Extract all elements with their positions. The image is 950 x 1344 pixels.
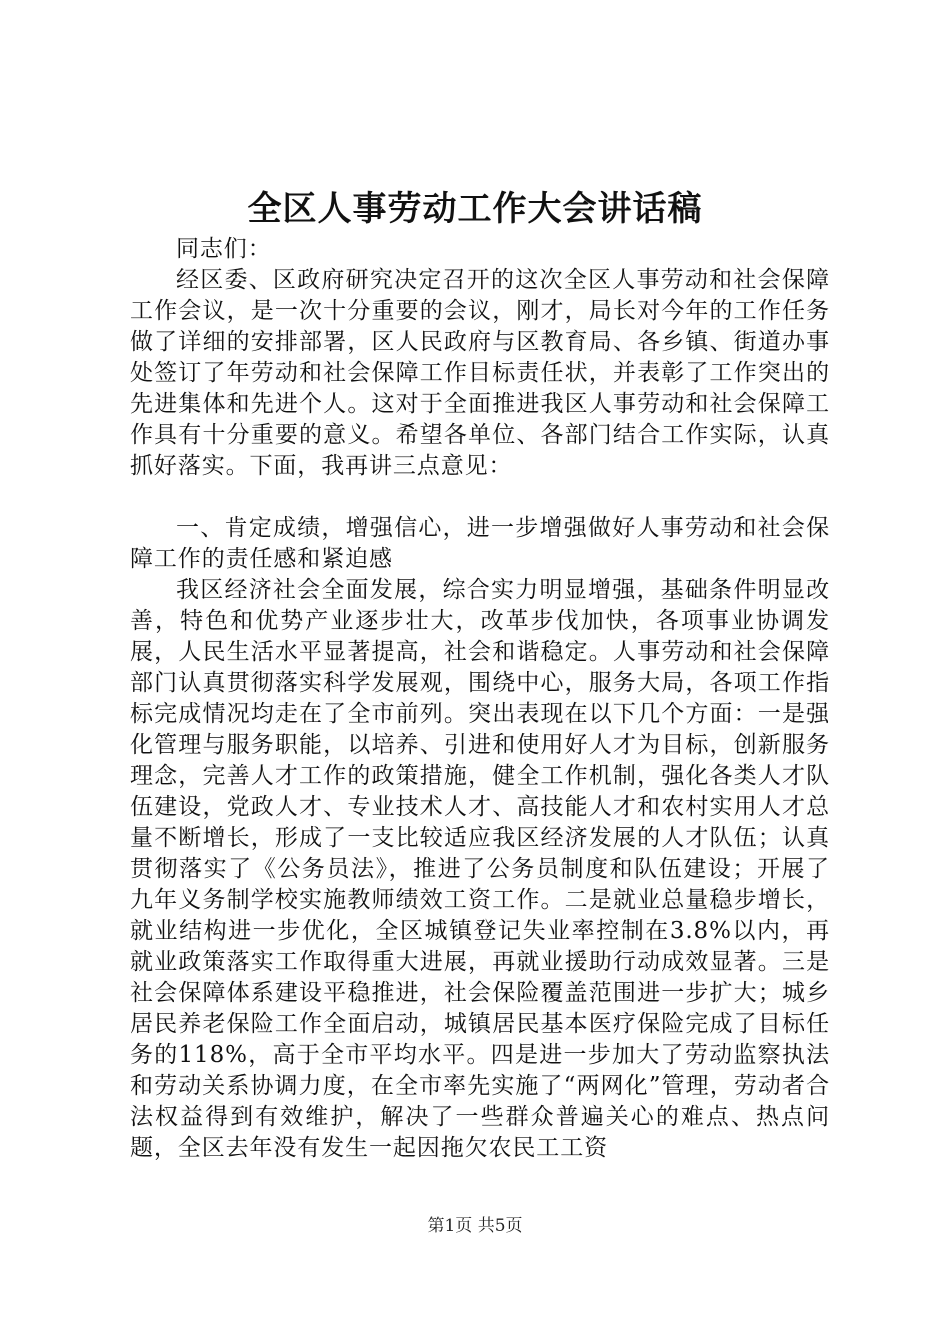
section-heading-1: 一、肯定成绩，增强信心，进一步增强做好人事劳动和社会保障工作的责任感和紧迫感 (130, 515, 830, 572)
salutation: 同志们： (176, 236, 272, 262)
page-title: 全区人事劳动工作大会讲话稿 (247, 189, 703, 229)
paragraph-intro: 经区委、区政府研究决定召开的这次全区人事劳动和社会保障工作会议，是一次十分重要的会议，刚才，局长对今年的工作任务做了详细的安排部署，区人民政府与区教育局、各乡镇、街道办事处签订了年劳动和社会保障工作目标责任状，并表彰了工作突出的先进集体和先进个人。这对于全面推进我区人事劳动和社会保障工作具有十分重要的意义。希望各单位、各部门结合工作实际，认真抓好落实。下面，我再讲三点意见： (130, 267, 830, 479)
document-body (130, 234, 830, 1164)
paragraph-achievements: 我区经济社会全面发展，综合实力明显增强，基础条件明显改善，特色和优势产业逐步壮大，改革步伐加快，各项事业协调发展，人民生活水平显著提高，社会和谐稳定。人事劳动和社会保障部门认真贯彻落实科学发展观，围绕中心，服务大局，各项工作指标完成情况均走在了全市前列。突出表现在以下几个方面：一是强化管理与服务职能，以培养、引进和使用好人才为目标，创新服务理念，完善人才工作的政策措施，健全工作机制，强化各类人才队伍建设，党政人才、专业技术人才、高技能人才和农村实用人才总量不断增长，形成了一支比较适应我区经济发展的人才队伍；认真贯彻落实了《公务员法》，推进了公务员制度和队伍建设；开展了九年义务制学校实施教师绩效工资工作。二是就业总量稳步增长，就业结构进一步优化，全区城镇登记失业率控制在3.8%以内，再就业政策落实工作取得重大进展，再就业援助行动成效显著。三是社会保障体系建设平稳推进，社会保险覆盖范围进一步扩大；城乡居民养老保险工作全面启动，城镇居民基本医疗保险完成了目标任务的118%，高于全市平均水平。四是进一步加大了劳动监察执法和劳动关系协调力度，在全市率先实施了“两网化”管理，劳动者合法权益得到有效维护，解决了一些群众普遍关心的难点、热点问题，全区去年没有发生一起因拖欠农民工工资 (130, 577, 830, 1161)
page-number: 第1页 共5页 (427, 1216, 523, 1236)
